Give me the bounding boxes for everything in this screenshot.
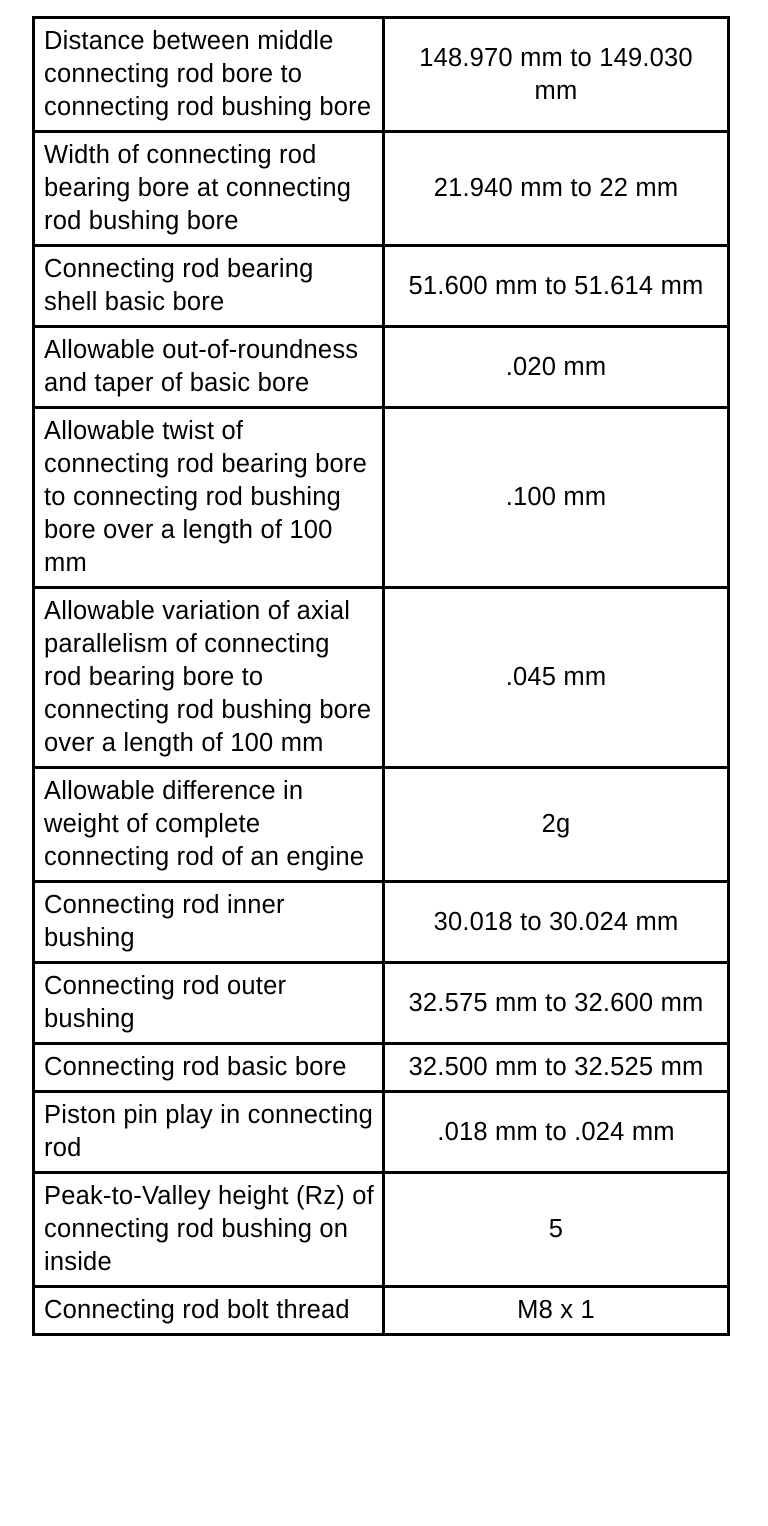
table-row <box>34 246 729 327</box>
table-row <box>34 408 729 588</box>
spec-value: .045 mm <box>384 588 729 768</box>
table-row <box>34 882 729 963</box>
table-row <box>34 18 729 132</box>
table-row <box>34 1092 729 1173</box>
spec-label: Connecting rod inner bushing <box>34 882 384 963</box>
spec-value: 21.940 mm to 22 mm <box>384 132 729 246</box>
spec-value: 148.970 mm to 149.030 mm <box>384 18 729 132</box>
spec-label: Distance between middle connecting rod bore to connecting rod bushing bore <box>34 18 384 132</box>
table-row <box>34 588 729 768</box>
spec-label: Connecting rod outer bushing <box>34 963 384 1044</box>
spec-label: Allowable out-of-roundness and taper of basic bore <box>34 327 384 408</box>
table-row <box>34 768 729 882</box>
table-row <box>34 1173 729 1287</box>
spec-label: Allowable twist of connecting rod bearing bore to connecting rod bushing bore over a length of 100 mm <box>34 408 384 588</box>
table-row <box>34 132 729 246</box>
spec-value: 32.575 mm to 32.600 mm <box>384 963 729 1044</box>
spec-value: .100 mm <box>384 408 729 588</box>
spec-value: 30.018 to 30.024 mm <box>384 882 729 963</box>
table-row <box>34 327 729 408</box>
spec-value: .018 mm to .024 mm <box>384 1092 729 1173</box>
spec-label: Peak-to-Valley height (Rz) of connecting rod bushing on inside <box>34 1173 384 1287</box>
spec-label: Allowable variation of axial parallelism of connecting rod bearing bore to connecting rod bushing bore over a length of 100 mm <box>34 588 384 768</box>
spec-value: 32.500 mm to 32.525 mm <box>384 1044 729 1092</box>
spec-label: Connecting rod bolt thread <box>34 1287 384 1335</box>
table-row <box>34 1287 729 1335</box>
spec-label: Connecting rod bearing shell basic bore <box>34 246 384 327</box>
spec-label: Connecting rod basic bore <box>34 1044 384 1092</box>
spec-value: .020 mm <box>384 327 729 408</box>
spec-value: 5 <box>384 1173 729 1287</box>
table-row <box>34 963 729 1044</box>
spec-label: Allowable difference in weight of complete connecting rod of an engine <box>34 768 384 882</box>
spec-value: M8 x 1 <box>384 1287 729 1335</box>
spec-label: Piston pin play in connecting rod <box>34 1092 384 1173</box>
spec-value: 51.600 mm to 51.614 mm <box>384 246 729 327</box>
specifications-table <box>32 16 730 1336</box>
table-row <box>34 1044 729 1092</box>
spec-value: 2g <box>384 768 729 882</box>
spec-label: Width of connecting rod bearing bore at connecting rod bushing bore <box>34 132 384 246</box>
